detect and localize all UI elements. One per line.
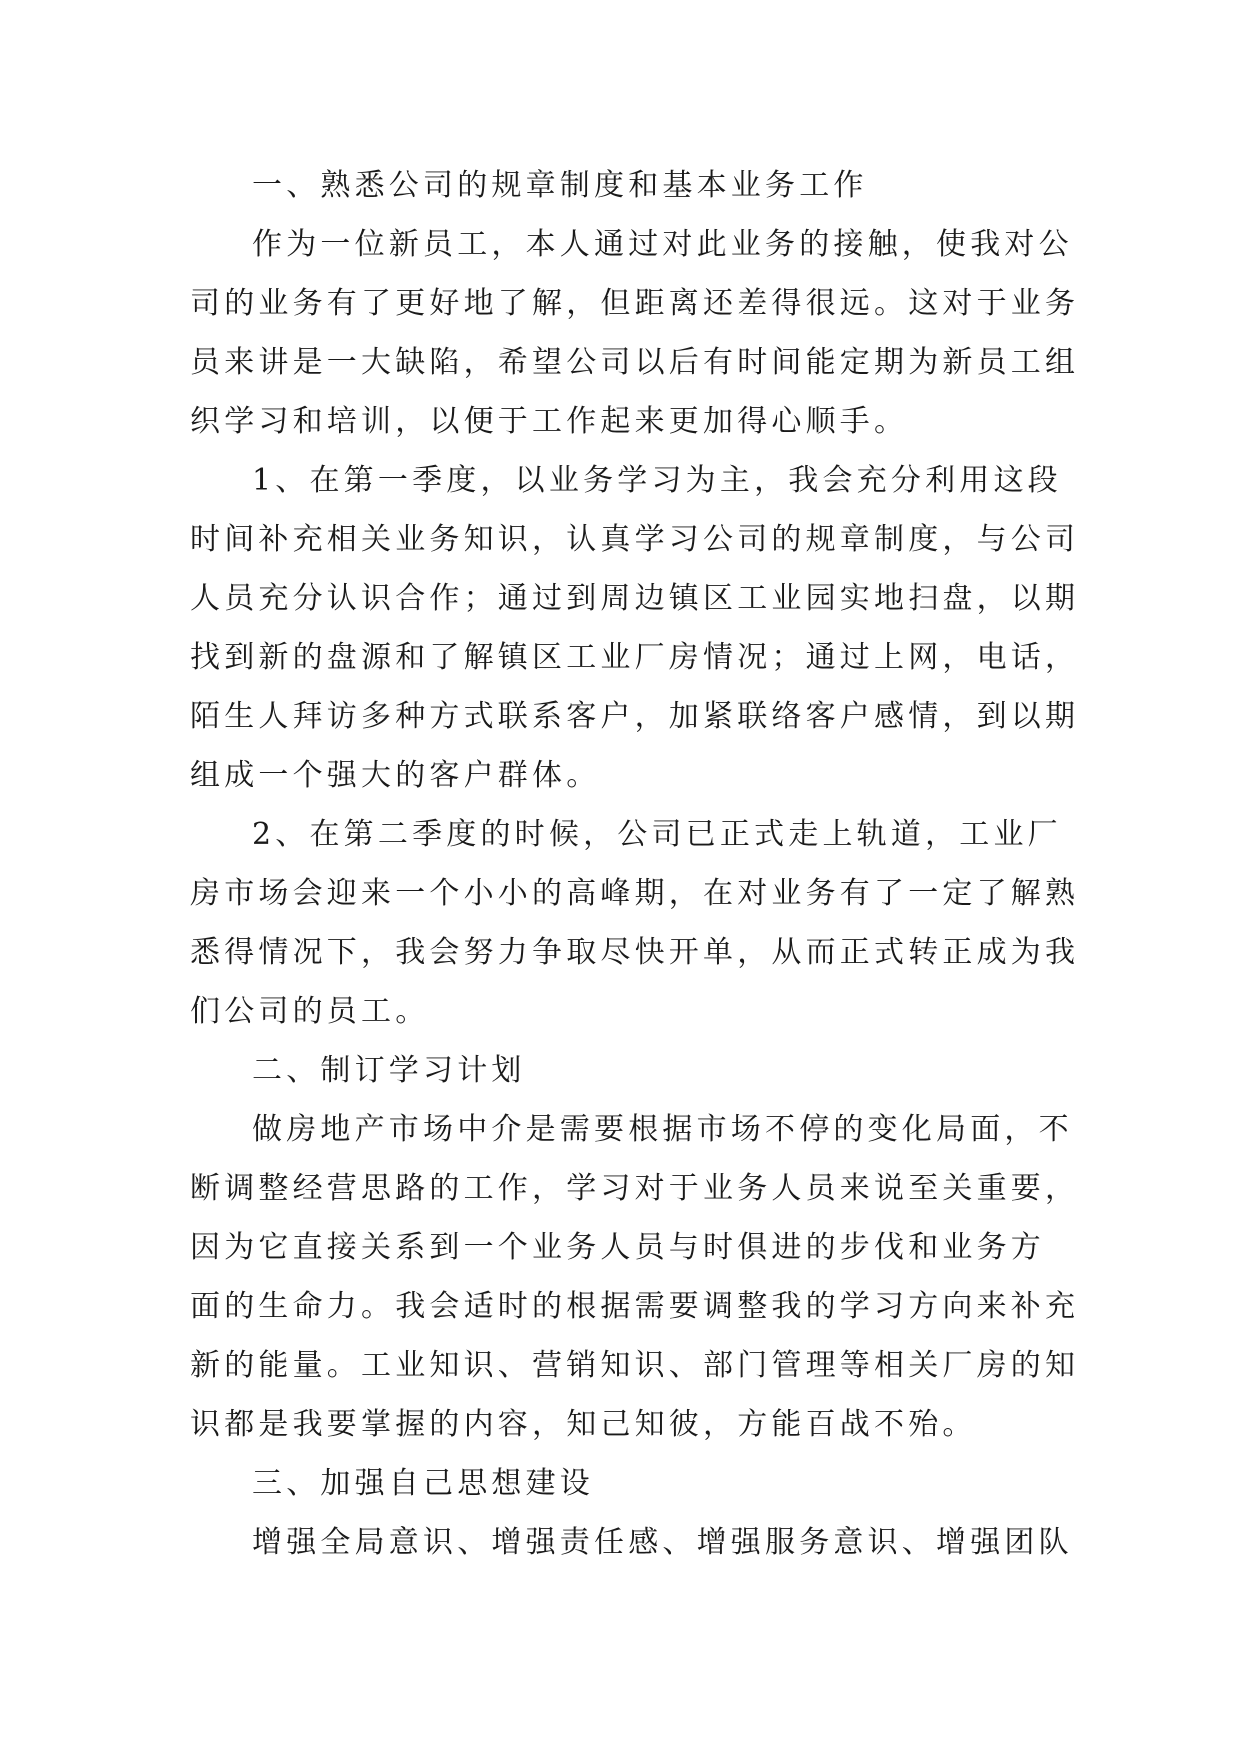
paragraph-line: 识都是我要掌握的内容，知己知彼，方能百战不殆。 [190,1407,977,1442]
paragraph-line: 悉得情况下，我会努力争取尽快开单，从而正式转正成为我 [190,935,1080,970]
section-heading-1: 一、熟悉公司的规章制度和基本业务工作 [252,168,868,203]
paragraph-line: 因为它直接关系到一个业务人员与时俱进的步伐和业务方 [190,1230,1045,1265]
paragraph-line: 们公司的员工。 [190,994,430,1029]
section-heading-2: 二、制订学习计划 [252,1053,526,1088]
document-body [190,156,1080,1572]
paragraph-line: 陌生人拜访多种方式联系客户，加紧联络客户感情，到以期 [190,699,1080,734]
paragraph-line: 2、在第二季度的时候，公司已正式走上轨道，工业厂 [252,817,1062,852]
paragraph-line: 员来讲是一大缺陷，希望公司以后有时间能定期为新员工组 [190,345,1080,380]
paragraph-line: 做房地产市场中介是需要根据市场不停的变化局面，不 [252,1112,1073,1147]
paragraph-line: 组成一个强大的客户群体。 [190,758,601,793]
paragraph-line: 找到新的盘源和了解镇区工业厂房情况；通过上网，电话， [190,640,1080,675]
paragraph-line: 人员充分认识合作；通过到周边镇区工业园实地扫盘，以期 [190,581,1080,616]
paragraph-line: 织学习和培训，以便于工作起来更加得心顺手。 [190,404,909,439]
paragraph-line: 作为一位新员工，本人通过对此业务的接触，使我对公 [252,227,1073,262]
paragraph-line: 时间补充相关业务知识，认真学习公司的规章制度，与公司 [190,522,1080,557]
paragraph-line: 断调整经营思路的工作，学习对于业务人员来说至关重要， [190,1171,1080,1206]
paragraph-line: 房市场会迎来一个小小的高峰期，在对业务有了一定了解熟 [190,876,1080,911]
paragraph-line: 司的业务有了更好地了解，但距离还差得很远。这对于业务 [190,286,1080,321]
paragraph-line: 新的能量。工业知识、营销知识、部门管理等相关厂房的知 [190,1348,1080,1383]
paragraph-line: 1、在第一季度，以业务学习为主，我会充分利用这段 [252,463,1062,498]
paragraph-line: 增强全局意识、增强责任感、增强服务意识、增强团队 [252,1525,1073,1560]
paragraph-line: 面的生命力。我会适时的根据需要调整我的学习方向来补充 [190,1289,1080,1324]
section-heading-3: 三、加强自己思想建设 [252,1466,594,1501]
